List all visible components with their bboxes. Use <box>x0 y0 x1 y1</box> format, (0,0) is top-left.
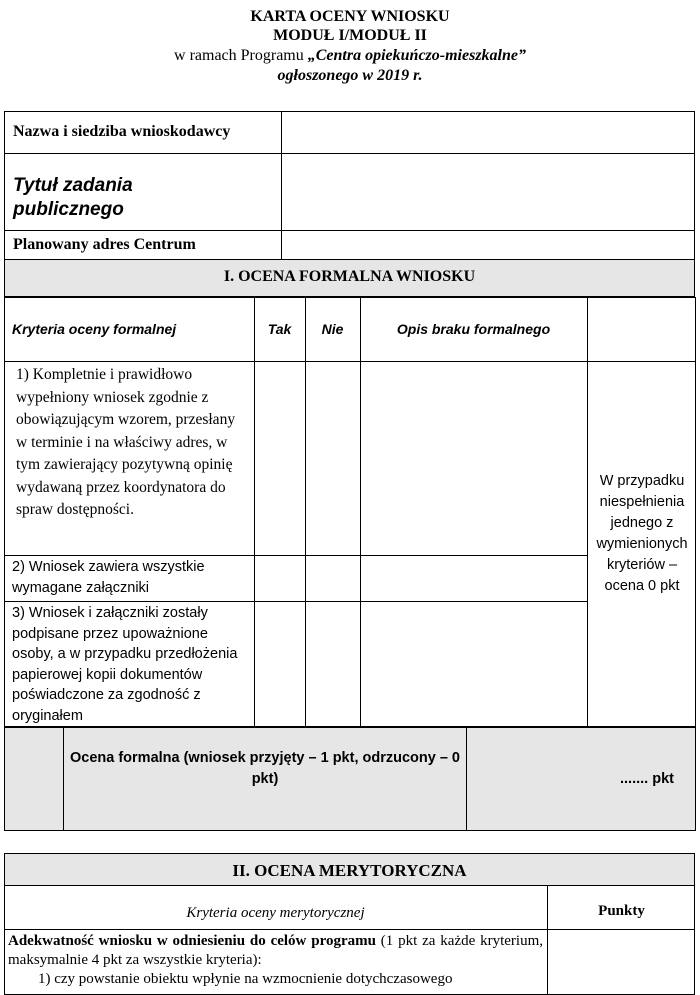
merit-criteria-header: Kryteria oceny merytorycznej <box>186 905 365 921</box>
criterion-2-desc-cell[interactable] <box>361 556 587 601</box>
applicant-name-label: Nazwa i siedziba wnioskodawcy <box>13 123 231 140</box>
form-title: KARTA OCENY WNIOSKU <box>250 8 450 25</box>
section1-title: I. OCENA FORMALNA WNIOSKU <box>223 268 476 285</box>
summary-divider-2 <box>466 727 467 831</box>
program-line <box>0 46 700 65</box>
merit-item-1 <box>8 932 543 970</box>
program-name: „Centra opiekuńczo-mieszkalne” <box>307 47 526 64</box>
merit-item-1-sub-1: 1) czy powstanie obiektu wpłynie na wzmocnienie dotychczasowego <box>38 971 453 987</box>
criterion-1-yes-cell[interactable] <box>255 362 305 555</box>
merit-points-header: Punkty <box>598 903 645 919</box>
applicant-name-field[interactable] <box>282 112 694 153</box>
criterion-1-no-cell[interactable] <box>306 362 360 555</box>
merit-item-1-points-cell[interactable] <box>548 930 694 991</box>
criterion-3-desc-cell[interactable] <box>361 602 587 726</box>
task-title-label: Tytuł zadania publicznego <box>13 175 133 220</box>
task-title-field[interactable] <box>282 154 694 230</box>
criterion-3-yes-cell[interactable] <box>255 602 305 726</box>
col-no-header: Nie <box>321 321 344 337</box>
col-criteria-header: Kryteria oceny formalnej <box>12 321 177 337</box>
criterion-1-desc-cell[interactable] <box>361 362 587 555</box>
section2-title: II. OCENA MERYTORYCZNA <box>232 861 467 880</box>
announcement-year: ogłoszonego w 2019 r. <box>277 67 423 84</box>
merit-item-1-desc: (1 pkt za każde kryterium, maksymalnie 4 pkt za wszystkie kryteria): <box>8 933 543 968</box>
criterion-2-no-cell[interactable] <box>306 556 360 601</box>
formal-criterion-3: 3) Wniosek i załączniki zostały podpisane przez upoważnione osoby, a w przypadku przedłożenia papierowej kopii dokumentów poświadczone za zgodność z oryginałem <box>12 605 238 724</box>
merit-item-1-title: Adekwatność wniosku w odniesieniu do celów programu <box>8 933 376 949</box>
criterion-2-yes-cell[interactable] <box>255 556 305 601</box>
module-title: MODUŁ I/MODUŁ II <box>273 27 427 44</box>
formal-criterion-1: 1) Kompletnie i prawidłowo wypełniony wniosek zgodnie z obowiązującym wzorem, przesłany w terminie i na właściwy adres, w tym zawierający pozytywną opinię wydawaną przez koordynatora do spraw dostępności. <box>16 366 236 518</box>
formal-summary-points[interactable]: ....... pkt <box>620 771 674 787</box>
center-address-field[interactable] <box>282 231 694 260</box>
center-address-label: Planowany adres Centrum <box>13 236 196 253</box>
col-yes-header: Tak <box>267 321 292 337</box>
formal-fail-note: W przypadku niespełnienia jednego z wymienionych kryteriów – ocena 0 pkt <box>596 473 688 594</box>
col-desc-header: Opis braku formalnego <box>396 321 551 337</box>
program-prefix: w ramach Programu <box>174 47 308 64</box>
criterion-3-no-cell[interactable] <box>306 602 360 726</box>
formal-criterion-2: 2) Wniosek zawiera wszystkie wymagane załączniki <box>12 559 205 596</box>
formal-summary-label: Ocena formalna (wniosek przyjęty – 1 pkt, odrzucony – 0 pkt) <box>69 750 460 787</box>
